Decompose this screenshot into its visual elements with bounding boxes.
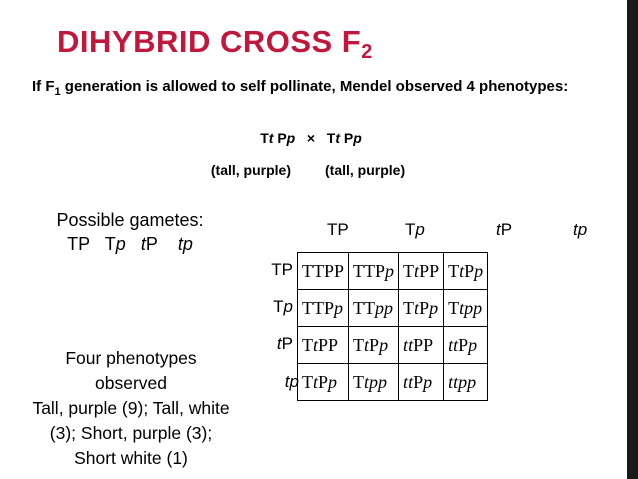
punnett-cell: ttPp [399, 364, 444, 401]
intro-part1: If F [32, 78, 55, 95]
punnett-row [298, 364, 488, 401]
punnett-cell: Ttpp [444, 290, 488, 327]
punnett-row [298, 290, 488, 327]
slide-title [57, 24, 373, 64]
pheno-line4: (3); Short, purple (3); [49, 423, 213, 443]
col-header-3: tP [496, 220, 513, 239]
col-header-1: TP [327, 220, 349, 239]
punnett-cell: TtPp [399, 290, 444, 327]
phenotypes-summary [0, 346, 262, 471]
punnett-cell: TtPp [349, 327, 399, 364]
punnett-cell: ttPp [444, 327, 488, 364]
parent1-genotype: Tt Pp [260, 130, 296, 146]
intro-text [32, 77, 592, 102]
punnett-cell: TTPp [298, 290, 349, 327]
pheno-line5: Short white (1) [74, 448, 188, 468]
title-text: DIHYBRID CROSS F [57, 24, 362, 59]
gametes-heading: Possible gametes: [56, 210, 204, 230]
col-header-4: tp [573, 220, 588, 239]
row-header-4: tp [284, 372, 299, 391]
parent2-phenotype: (tall, purple) [325, 162, 406, 178]
punnett-cell: TtPP [298, 327, 349, 364]
cross-genotypes [0, 130, 630, 146]
punnett-row [298, 253, 488, 290]
punnett-cell: TTpp [349, 290, 399, 327]
gametes-block [20, 208, 240, 256]
punnett-square [297, 252, 488, 401]
row-header-2: Tp [273, 297, 293, 316]
pheno-line1: Four phenotypes [65, 348, 197, 368]
punnett-cell: TtPp [298, 364, 349, 401]
punnett-row [298, 327, 488, 364]
title-subscript: 2 [361, 41, 373, 63]
punnett-cell: Ttpp [349, 364, 399, 401]
cross-phenotypes [0, 162, 627, 178]
cross-symbol: × [306, 130, 316, 146]
punnett-cell: TtPp [444, 253, 488, 290]
row-header-3: tP [276, 334, 293, 353]
right-accent-bar [627, 0, 638, 479]
punnett-cell: TTPp [349, 253, 399, 290]
intro-subscript: 1 [54, 86, 61, 98]
punnett-cell: ttPP [399, 327, 444, 364]
row-header-1: TP [271, 260, 293, 279]
pheno-line3: Tall, purple (9); Tall, white [32, 398, 230, 418]
parent1-phenotype: (tall, purple) [210, 162, 291, 178]
gametes-list: TP Tp tP tp [67, 234, 193, 254]
parent2-genotype: Tt Pp [326, 130, 362, 146]
punnett-cell: ttpp [444, 364, 488, 401]
punnett-cell: TTPP [298, 253, 349, 290]
pheno-line2: observed [95, 373, 167, 393]
intro-part2: generation is allowed to self pollinate, Mendel observed 4 phenotypes: [60, 78, 569, 95]
col-header-2: Tp [405, 220, 425, 239]
punnett-cell: TtPP [399, 253, 444, 290]
